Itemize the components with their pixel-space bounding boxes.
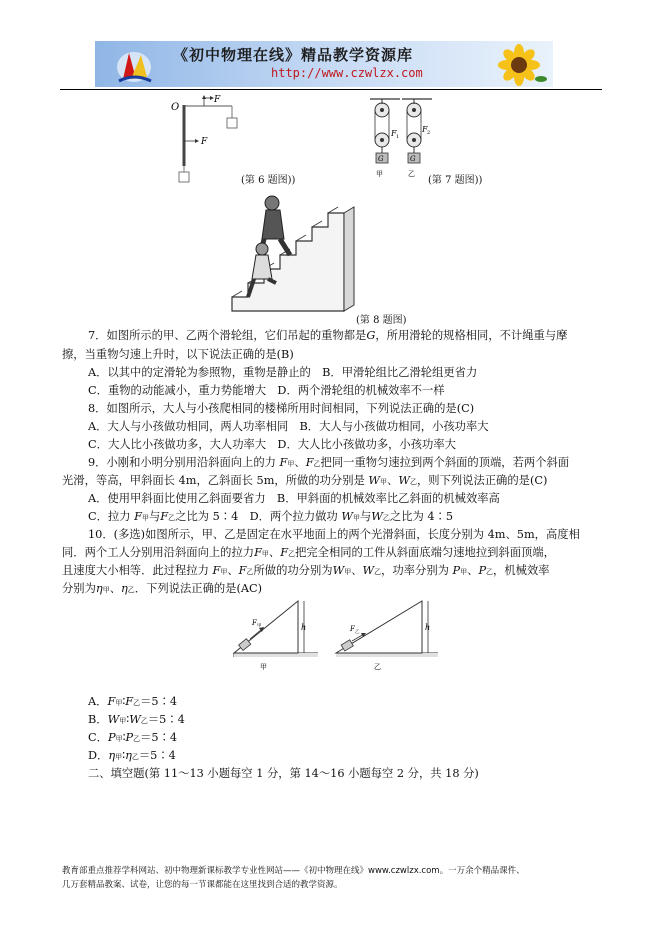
fig7-f2-sub: 2 (427, 130, 431, 136)
q10-option-d: D．η甲∶η乙＝5∶4 (88, 749, 176, 762)
figure-8-caption: (第 8 题图) (356, 315, 407, 326)
figure-6-lever (168, 94, 248, 188)
q8-line1: 8．如图所示，大人与小孩爬相同的楼梯所用时间相同，下列说法正确的是(C) (88, 402, 475, 415)
q8-options-ab: A．大人与小孩做功相同，两人功率相同 B．大人与小孩做功相同，小孩功率大 (88, 420, 489, 433)
q8-options-cd: C．大人比小孩做功多，大人功率大 D．大人比小孩做功多，小孩功率大 (88, 438, 456, 451)
fig10-f-yi: F (350, 625, 355, 633)
q10-line3: 且速度大小相等．此过程拉力 F甲、F乙所做的功分别为W甲、W乙，功率分别为 P甲、P乙，机械效率 (62, 564, 550, 577)
header-banner (95, 41, 553, 87)
fig6-label-f-mid: F (201, 137, 208, 147)
section-2-heading: 二、填空题(第 11～13 小题每空 1 分，第 14～16 小题每空 2 分，共 18 分) (88, 767, 479, 780)
fig10-label-yi: 乙 (374, 663, 381, 671)
sunflower-icon (489, 43, 549, 87)
footer-line1: 教育部重点推荐学科网站、初中物理新课标教学专业性网站——《初中物理在线》www.czwlzx.com。一万余个精品课件、 (62, 866, 525, 876)
footer-line2: 几万套精品教案、试卷，让您的每一节课都能在这里找到合适的教学资源。 (62, 880, 343, 890)
figure-6-caption: (第 6 题图)) (241, 175, 296, 186)
fig7-weight-yi: G (410, 155, 416, 163)
figure-7-pulleys (362, 96, 440, 182)
q9-line1: 9．小刚和小明分别用沿斜面向上的力 F甲、F乙把同一重物匀速拉到两个斜面的顶端，若两个斜面 (88, 456, 570, 469)
q10-line4: 分别为η甲、η乙．下列说法正确的是(AC) (62, 582, 263, 595)
figure-7-caption: (第 7 题图)) (428, 175, 483, 186)
q9-line2: 光滑，等高，甲斜面长 4m，乙斜面长 5m，所做的功分别是 W甲、W乙，则下列说法正确的是(C) (62, 474, 548, 487)
figure-8-stairs (228, 193, 358, 313)
fig7-f1: F (391, 129, 397, 138)
fig7-label-yi: 乙 (408, 170, 415, 178)
q10-option-a: A．F甲∶F乙＝5∶4 (88, 695, 178, 708)
q9-options-cd: C．拉力 F甲与F乙之比为 5∶4 D．两个拉力做功 W甲与W乙之比为 4∶5 (88, 510, 454, 523)
fig6-label-o: O (171, 102, 180, 113)
fig7-f2: F (422, 125, 428, 134)
fig10-f-jia-sub: 甲 (257, 624, 262, 629)
figure-10-inclines (228, 597, 440, 679)
fig10-h-jia: h (301, 623, 307, 632)
fig6-label-f-top: F (214, 95, 221, 105)
site-logo-icon (115, 45, 153, 85)
q7-options-cd: C．重物的动能减小，重力势能增大 D．两个滑轮组的机械效率不一样 (88, 384, 445, 397)
fig10-h-yi: h (425, 623, 431, 632)
fig7-weight-jia: G (378, 155, 384, 163)
fig7-label-jia: 甲 (376, 170, 383, 178)
q7-options-ab: A．以其中的定滑轮为参照物，重物是静止的 B．甲滑轮组比乙滑轮组更省力 (88, 366, 478, 379)
header-rule (60, 89, 602, 90)
fig10-f-jia: F (252, 619, 257, 627)
q10-option-c: C．P甲∶P乙＝5∶4 (88, 731, 178, 744)
fig10-label-jia: 甲 (260, 663, 267, 671)
q10-option-b: B．W甲∶W乙＝5∶4 (88, 713, 185, 726)
q10-line1: 10．(多选)如图所示，甲、乙是固定在水平地面上的两个光滑斜面，长度分别为 4m、5m，高度相 (88, 528, 580, 541)
fig10-f-yi-sub: 乙 (355, 630, 360, 635)
q7-line1: 7．如图所示的甲、乙两个滑轮组，它们吊起的重物都是G，所用滑轮的规格相同，不计绳重与摩 (88, 329, 568, 342)
q7-line2: 擦，当重物匀速上升时，以下说法正确的是(B) (62, 348, 294, 361)
banner-title: 《初中物理在线》精品教学资源库 (173, 46, 414, 64)
fig7-f1-sub: 1 (396, 134, 400, 140)
q9-options-ab: A．使用甲斜面比使用乙斜面要省力 B．甲斜面的机械效率比乙斜面的机械效率高 (88, 492, 500, 505)
q10-line2: 同．两个工人分别用沿斜面向上的拉力F甲、F乙把完全相同的工件从斜面底端匀速地拉到斜面顶端， (62, 546, 555, 559)
banner-url[interactable]: http://www.czwlzx.com (271, 66, 423, 80)
